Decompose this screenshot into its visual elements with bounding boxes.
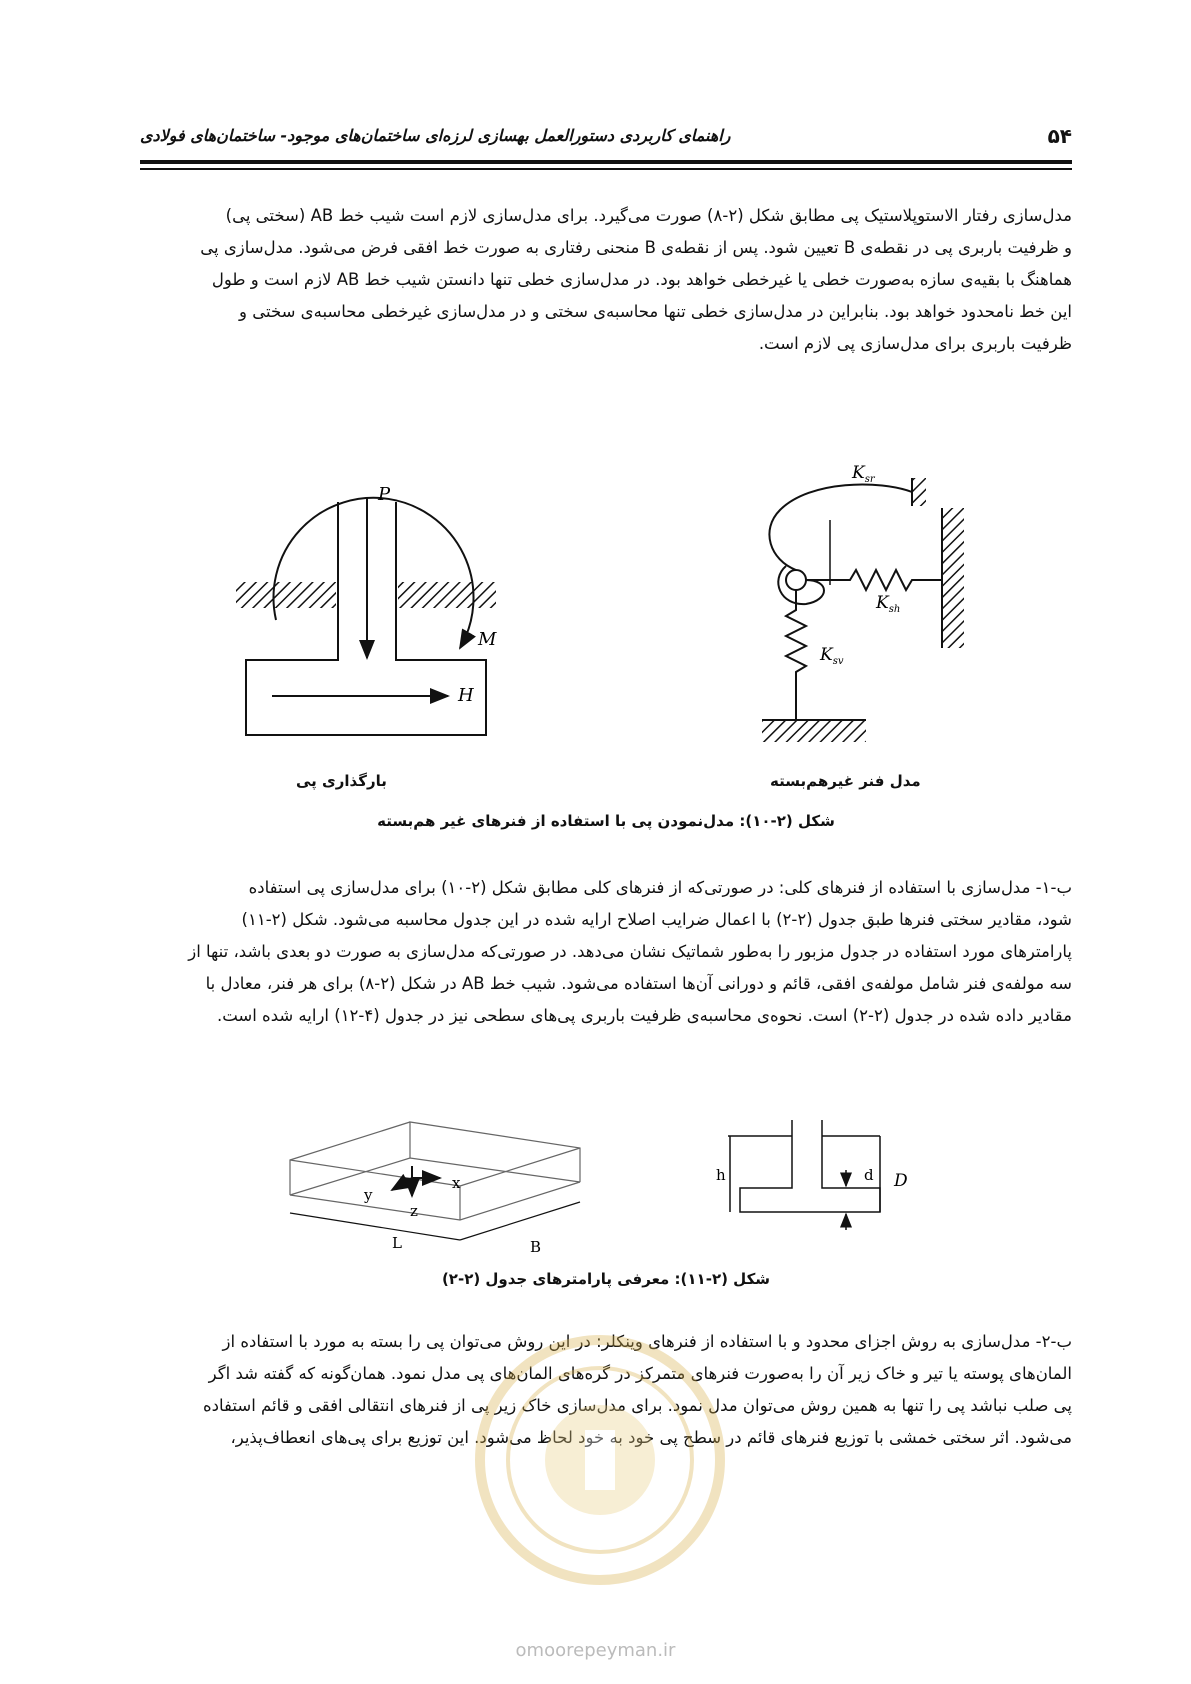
paragraph-line: پی صلب نباشد پی را تنها به همین روش می‌توان مدل نمود. برای مدل‌سازی خاک زیر پی از فنرهای انتقالی افقی و قائم استفاده — [203, 1396, 1072, 1415]
header-rule-thick — [140, 160, 1072, 164]
footing-3d-sketch — [290, 1122, 580, 1240]
footing-back-edge — [410, 1122, 580, 1182]
paragraph-line: سه مولفه‌ی فنر شامل مولفه‌ی افقی، قائم و دورانی آن‌ها استفاده می‌شود. شیب خط AB در شکل (۲-۸) برای هر فنر، معادل با — [205, 974, 1072, 993]
sublabel-foundation-loading: بارگذاری پی — [296, 772, 387, 790]
dimension-l-line — [290, 1213, 460, 1240]
paragraph-1 — [140, 200, 1072, 360]
footing-left-edge — [290, 1122, 410, 1195]
paragraph-line: پارامترهای مورد استفاده در جدول مزبور را به‌طور شماتیک نشان می‌دهد. در صورتی‌که مدل‌سازی به صورت دو بعدی باشد، تنها از — [188, 942, 1072, 961]
watermark-seal-icon — [470, 1330, 730, 1590]
moment-arc — [274, 498, 474, 648]
soil-hatch-left — [236, 582, 336, 608]
label-ksv: $K_{sv}$ — [820, 645, 844, 667]
vertical-spring — [786, 590, 806, 720]
footing-section-outline — [740, 1120, 880, 1212]
rotational-support-hatch — [912, 478, 926, 506]
figure-11-caption: شکل (۲-۱۱): معرفی پارامترهای جدول (۲-۲) — [441, 1270, 771, 1288]
label-x: x — [452, 1174, 461, 1192]
label-h: H — [458, 685, 474, 706]
page-number: ۵۴ — [1047, 124, 1072, 148]
running-title: راهنمای کاربردی دستورالعمل بهسازی لرزه‌ای ساختمان‌های موجود- ساختمان‌های فولادی — [140, 126, 731, 145]
paragraph-line: مدل‌سازی رفتار الاستوپلاستیک پی مطابق شکل (۲-۸) صورت می‌گیرد. برای مدل‌سازی لازم است شیب خط AB (سختی پی) — [225, 206, 1072, 225]
paragraph-line: ب-۲- مدل‌سازی به روش اجزای محدود و با استفاده از فنرهای وینکلر: در این روش می‌توان پی را بسته به مورد با استفاده از — [222, 1332, 1072, 1351]
label-big-d: D — [894, 1171, 908, 1191]
uncoupled-spring-diagram — [762, 463, 964, 742]
rotational-spring-curve — [769, 485, 912, 570]
label-l: L — [392, 1234, 402, 1252]
footing-top-face — [290, 1158, 580, 1220]
ground-hatch — [762, 720, 866, 742]
paragraph-line: این خط نامحدود خواهد بود. بنابراین در مدل‌سازی خطی تنها محاسبه‌ی سختی و در مدل‌سازی غیرخطی محاسبه‌ی سختی و — [239, 302, 1072, 321]
paragraph-line: شود، مقادیر سختی فنرها طبق جدول (۲-۲) با اعمال ضرایب اصلاح ارایه شده در این جدول محاسبه می‌شود. شکل (۲-۱۱) — [241, 910, 1072, 929]
header-rule-thin — [140, 168, 1072, 170]
paragraph-line: ظرفیت باربری برای مدل‌سازی پی لازم است. — [758, 334, 1072, 353]
paragraph-line: المان‌های پوسته یا تیر و خاک زیر آن را به‌صورت فنرهای متمرکز در گره‌های المان‌های پی مدل نمود. همان‌گونه که گفته شد اگر — [208, 1364, 1072, 1383]
wall-hatch — [942, 508, 964, 648]
paragraph-line: مقادیر داده شده در جدول (۲-۲) است. نحوه‌ی محاسبه‌ی ظرفیت باربری پی‌های سطحی نیز در جدول (۴-۱۲) ارایه شده است. — [216, 1006, 1072, 1025]
y-axis-arrow — [392, 1178, 412, 1190]
label-d: d — [864, 1166, 874, 1184]
paragraph-line: هماهنگ با بقیه‌ی سازه به‌صورت خطی یا غیرخطی خواهد بود. در مدل‌سازی خطی تنها دانستن شیب خط AB لازم است و طول — [211, 270, 1072, 289]
label-m: M — [478, 629, 497, 650]
page-header — [140, 118, 1072, 158]
figure-10-caption: شکل (۲-۱۰): مدل‌نمودن پی با استفاده از فنرهای غیر هم‌بسته — [377, 812, 835, 830]
dimension-b-line — [460, 1202, 580, 1240]
label-ksh: $K_{sh}$ — [876, 593, 901, 615]
paragraph-line: می‌شود. اثر سختی خمشی با توزیع فنرهای قائم در سطح پی خود به خود لحاظ می‌شود. این توزیع برای پی‌های انعطاف‌پذیر، — [230, 1428, 1072, 1447]
horizontal-spring — [806, 570, 942, 590]
footing-section-sketch — [728, 1120, 880, 1230]
sublabel-spring-model: مدل فنر غیرهم‌بسته — [770, 772, 921, 790]
paragraph-line: ب-۱- مدل‌سازی با استفاده از فنرهای کلی: در صورتی‌که از فنرهای کلی مطابق شکل (۲-۱۰) برای مدل‌سازی پی استفاده — [248, 878, 1072, 897]
label-b: B — [530, 1238, 542, 1256]
soil-hatch-right — [398, 582, 496, 608]
footing-side-top — [290, 1160, 460, 1186]
node-circle — [786, 570, 806, 590]
label-y: y — [364, 1186, 373, 1204]
paragraph-line: و ظرفیت باربری پی در نقطه‌ی B تعیین شود. پس از نقطه‌ی B منحنی رفتاری به صورت خط افقی فرض می‌شود. مدل‌سازی پی — [200, 238, 1072, 257]
figure-10-diagram — [0, 420, 1191, 750]
figure-11-diagram — [0, 1110, 1191, 1260]
watermark-site: omoorepeyman.ir — [515, 1640, 676, 1661]
label-p: P — [378, 484, 391, 505]
label-z: z — [410, 1202, 418, 1220]
foundation-loading-diagram — [236, 484, 497, 735]
paragraph-2 — [140, 872, 1072, 1032]
axes-sketch — [392, 1166, 440, 1196]
label-ksr: $K_{sr}$ — [852, 463, 875, 485]
label-h: h — [716, 1166, 726, 1184]
